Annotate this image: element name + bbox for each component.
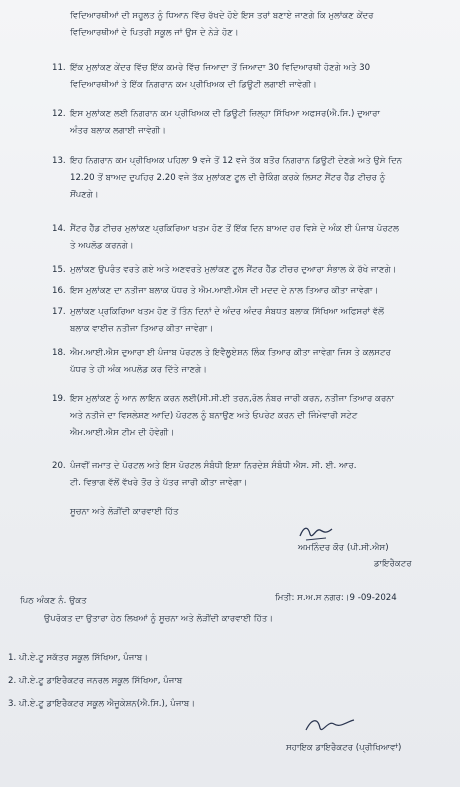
- item-line: ਸੌਂਪਣਗੇ।: [70, 189, 99, 200]
- assistant-title: ਸਹਾਇਕ ਡਾਇਰੈਕਟਰ (ਪ੍ਰੀਖਿਆਵਾਂ): [286, 743, 402, 753]
- item-line: ਤੇ ਅਪਲੋਡ ਕਰਨਗੇ।: [70, 240, 134, 251]
- item-line: ਪੱਧਰ ਤੇ ਹੀ ਅੰਕ ਅਪਲੋਡ ਕਰ ਦਿੱਤੇ ਜਾਣਗੇ।: [70, 364, 207, 375]
- item-line: ਵਿਦਿਆਰਥੀਆਂ ਤੇ ਇੱਕ ਨਿਗਰਾਨ ਕਮ ਪ੍ਰੀਖਿਅਕ ਦੀ ਡਿਊਟੀ ਲਗਾਈ ਜਾਵੇਗੀ।: [70, 79, 317, 90]
- item-line: ਇੱਕ ਮੁਲਾਂਕਣ ਕੇਂਦਰ ਵਿੱਚ ਇੱਕ ਕਮਰੇ ਵਿੱਚ ਜਿਆਦਾ ਤੋਂ ਜਿਆਦਾ 30 ਵਿਦਿਆਰਥੀ ਹੋਣਗੇ ਅਤੇ 30: [70, 63, 371, 73]
- signatory-title: ਡਾਇਰੈਕਟਰ: [374, 559, 412, 569]
- list-item-19: [52, 391, 446, 441]
- item-number: 15.: [52, 265, 66, 275]
- list-item-15: [52, 262, 446, 279]
- item-line: ਐਮ.ਆਈ.ਐਸ ਟੀਮ ਦੀ ਹੋਵੇਗੀ।: [70, 427, 175, 438]
- intro-line: ਵਿਦਿਆਰਥੀਆਂ ਦੇ ਪਿਤਰੀ ਸਕੂਲ ਜਾਂ ਉਸ ਦੇ ਨੇੜੇ ਹੋਣ।: [70, 27, 239, 38]
- list-item-14: [52, 221, 446, 255]
- list-item-17: [52, 304, 446, 338]
- list-item-12: [52, 106, 446, 140]
- item-number: 17.: [52, 307, 66, 317]
- copy-recipient: 2. ਪੀ.ਏ.ਟੂ ਡਾਇਰੈਕਟਰ ਜਨਰਲ ਸਕੂਲ ਸਿੱਖਿਆ, ਪੰਜਾਬ: [8, 676, 183, 686]
- intro-paragraph: [70, 8, 445, 42]
- item-line: 12.20 ਤੋਂ ਬਾਅਦ ਦੁਪਹਿਰ 2.20 ਵਜੇ ਤੱਕ ਮੁਲਾਂਕਣ ਟੂਲ ਦੀ ਚੈਕਿੰਗ ਕਰਕੇ ਲਿਸਟ ਸੈਂਟਰ ਹੈੱਡ ਟੀਚਰ ਨੂੰ: [70, 172, 386, 183]
- item-number: 13.: [52, 156, 66, 166]
- item-line: ਪੰਜਵੀਂ ਜਮਾਤ ਦੇ ਪੋਰਟਲ ਅਤੇ ਇਸ ਪੋਰਟਲ ਸੰਬੰਧੀ ਇਸ਼ਾ ਨਿਰਦੇਸ਼ ਸੰਬੰਧੀ ਐਸ. ਸੀ. ਈ. ਆਰ.: [70, 461, 357, 471]
- item-line: ਅੰਤਰ ਬਲਾਕ ਲਗਾਈ ਜਾਵੇਗੀ।: [70, 125, 166, 136]
- copy-recipient: 1. ਪੀ.ਏ.ਟੂ ਸਕੱਤਰ ਸਕੂਲ ਸਿੱਖਿਆ, ਪੰਜਾਬ।: [8, 653, 149, 663]
- item-line: ਮੁਲਾਂਕਣ ਪ੍ਰਕਿਰਿਆ ਖਤਮ ਹੋਣ ਤੋਂ ਤਿੰਨ ਦਿਨਾਂ ਦੇ ਅੰਦਰ ਅੰਦਰ ਸੰਬਧਤ ਬਲਾਕ ਸਿੱਖਿਆ ਅਫਿਸਰਾਂ ਵੱਲੋਂ: [70, 307, 384, 317]
- item-line: ਇਸ ਮੁਲਾਂਕਣ ਦਾ ਨਤੀਜਾ ਬਲਾਕ ਪੱਧਰ ਤੇ ਐਮ.ਆਈ.ਐਸ ਦੀ ਮਦਦ ਦੇ ਨਾਲ ਤਿਆਰ ਕੀਤਾ ਜਾਵੇਗਾ।: [70, 286, 379, 296]
- item-line: ਇਸ ਮੁਲਾਂਕਣ ਲਈ ਨਿਗਰਾਨ ਕਮ ਪ੍ਰੀਖਿਅਕ ਦੀ ਡਿਊਟੀ ਜ਼ਿਲ੍ਹਾ ਸਿੱਖਿਆ ਅਫਸਰ(ਐ.ਸਿ.) ਦੁਆਰਾ: [70, 109, 380, 119]
- item-number: 11.: [52, 63, 66, 73]
- list-item-18: [52, 345, 446, 379]
- item-line: ਸੈਂਟਰ ਹੈੱਡ ਟੀਚਰ ਮੁਲਾਂਕਣ ਪ੍ਰਕਿਰਿਆ ਖਤਮ ਹੋਣ ਤੋਂ ਇੱਕ ਦਿਨ ਬਾਅਦ ਹਰ ਵਿਸ਼ੇ ਦੇ ਅੰਕ ਈ ਪੰਜਾਬ ਪੋਰਟਲ: [70, 224, 399, 234]
- item-line: ਬਲਾਕ ਵਾਈਜ਼ ਨਤੀਜਾ ਤਿਆਰ ਕੀਤਾ ਜਾਵੇਗਾ।: [70, 323, 214, 334]
- item-line: ਇਸ ਮੁਲਾਂਕਣ ਨੂੰ ਆਨ ਲਾਇਨ ਕਰਨ ਲਈ(ਸੀ.ਸੀ.ਈ ਤਰਨ,ਰੋਲ ਨੰਬਰ ਜਾਰੀ ਕਰਨ, ਨਤੀਜਾ ਤਿਆਰ ਕਰਨਾ: [70, 394, 395, 404]
- list-item-11: [52, 60, 446, 94]
- item-number: 14.: [52, 224, 66, 234]
- item-number: 20.: [52, 461, 66, 471]
- item-number: 12.: [52, 109, 66, 119]
- item-number: 19.: [52, 394, 66, 404]
- list-item-16: [52, 283, 446, 300]
- endorsement-date: ਮਿਤੀ: ਸ.ਅ.ਸ ਨਗਰ:।9 -09-2024: [275, 593, 397, 603]
- signatory-name: ਅਮਨਿੰਦਰ ਕੌਰ (ਪੀ.ਸੀ.ਐਸ): [298, 543, 389, 553]
- list-item-20: [52, 458, 446, 492]
- forward-text: ਉਪਰੋਕਤ ਦਾ ਉਤਾਰਾ ਹੇਠ ਲਿਖਆਂ ਨੂੰ ਸੂਚਨਾ ਅਤੇ ਲੋੜੀਂਦੀ ਕਾਰਵਾਈ ਹਿੱਤ।: [44, 614, 274, 624]
- list-item-13: [52, 153, 446, 203]
- item-line: ਮੁਲਾਂਕਣ ਉਪਰੰਤ ਵਰਤੇ ਗਏ ਅਤੇ ਅਣਵਰਤੇ ਮੁਲਾਂਕਣ ਟੂਲ ਸੈਂਟਰ ਹੈੱਡ ਟੀਚਰ ਦੁਆਰਾ ਸੰਭਾਲ ਕੇ ਰੱਖੇ ਜਾਣਗੇ।: [70, 265, 397, 275]
- intro-line: ਵਿਦਿਆਰਥੀਆਂ ਦੀ ਸਹੂਲਤ ਨੂੰ ਧਿਆਨ ਵਿੱਚ ਰੱਖਦੇ ਹੋਏ ਇਸ ਤਰਾਂ ਬਣਾਏ ਜਾਣਗੇ ਕਿ ਮੁਲਾਂਕਣ ਕੇਂਦਰ: [70, 11, 374, 21]
- item-line: ਐਮ.ਆਈ.ਐਸ ਦੁਆਰਾ ਈ ਪੰਜਾਬ ਪੋਰਟਲ ਤੇ ਇਵੈਲੂਏਸ਼ਨ ਲਿੰਕ ਤਿਆਰ ਕੀਤਾ ਜਾਵੇਗਾ ਜਿਸ ਤੇ ਕਲਸਟਰ: [70, 348, 391, 358]
- item-line: ਟੀ. ਵਿਭਾਗ ਵੱਲੋਂ ਵੱਖਰੇ ਤੌਰ ਤੇ ਪੱਤਰ ਜਾਰੀ ਕੀਤਾ ਜਾਵੇਗਾ।: [70, 477, 248, 488]
- item-line: ਇਹ ਨਿਗਰਾਨ ਕਮ ਪ੍ਰੀਖਿਅਕ ਪਹਿਲਾ 9 ਵਜੇ ਤੋਂ 12 ਵਜੇ ਤੱਕ ਬਤੌਰ ਨਿਗਰਾਨ ਡਿਊਟੀ ਦੇਣਗੇ ਅਤੇ ਉਸੇ ਦਿਨ: [70, 156, 403, 166]
- closing-line: ਸੂਚਨਾ ਅਤੇ ਲੋੜੀਂਦੀ ਕਾਰਵਾਈ ਹਿੱਤ: [70, 507, 179, 517]
- item-line: ਅਤੇ ਨਤੀਜੇ ਦਾ ਵਿਸਲੇਸ਼ਣ ਆਦਿ) ਪੋਰਟਲ ਨੂੰ ਬਨਾਉਣ ਅਤੇ ਓਪਰੇਟ ਕਰਨ ਦੀ ਜਿੰਮੇਵਾਰੀ ਸਟੇਟ: [70, 410, 358, 421]
- item-number: 16.: [52, 286, 66, 296]
- endorsement-ref: ਪਿਠ ਅੰਕਣ ਨੰ. ਉਕਤ: [20, 596, 87, 606]
- copy-recipient: 3. ਪੀ.ਏ.ਟੂ ਡਾਇਰੈਕਟਰ ਸਕੂਲ ਐਜੂਕੇਸ਼ਨ(ਐ.ਸਿ.), ਪੰਜਾਬ।: [8, 699, 196, 709]
- item-number: 18.: [52, 348, 66, 358]
- assistant-signature: [300, 710, 360, 740]
